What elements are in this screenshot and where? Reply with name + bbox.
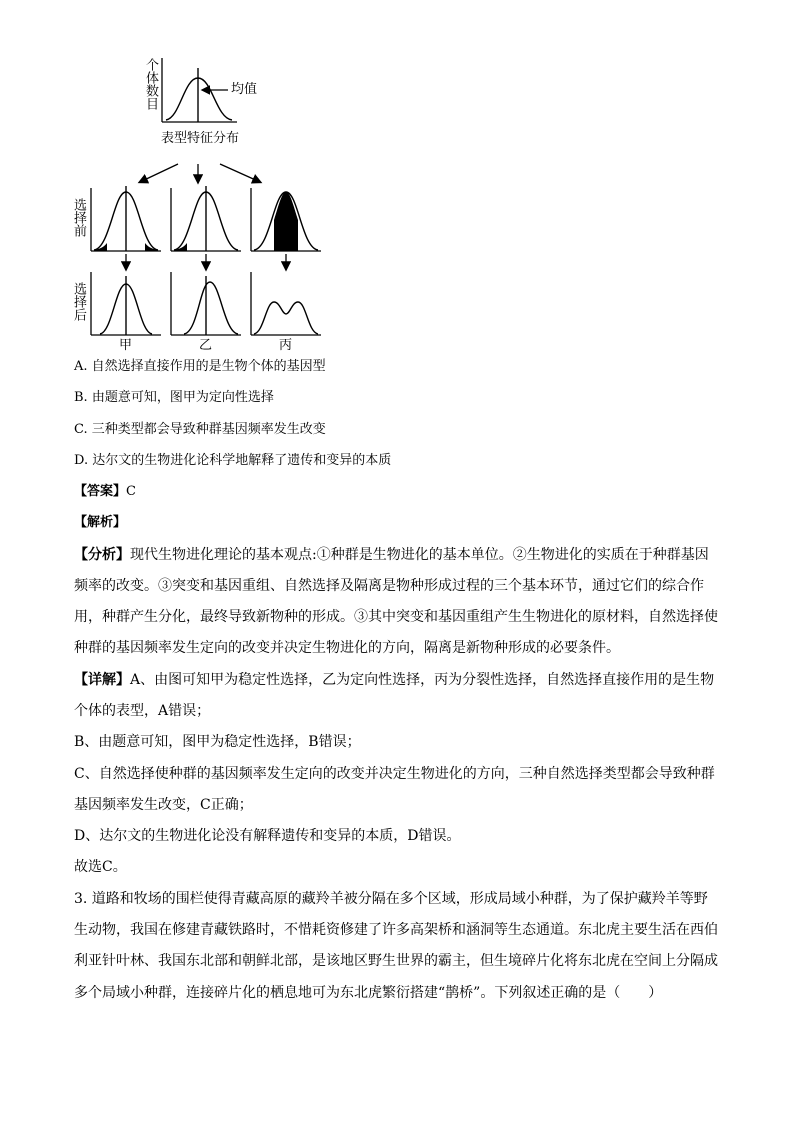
panel-label-jia: 甲 — [119, 338, 133, 353]
option-d: D. 达尔文的生物进化论科学地解释了遗传和变异的本质 — [74, 453, 392, 468]
detail-line-4: C、自然选择使种群的基因频率发生定向的改变并决定生物进化的方向，三种自然选择类型都会导致种群 — [74, 766, 715, 782]
panel-label-bing: 丙 — [279, 338, 293, 353]
panel-bing-after — [251, 272, 321, 335]
after-selection-label: 选择后 — [71, 282, 86, 321]
panel-yi-before — [171, 186, 241, 251]
before-selection-label: 选择前 — [71, 198, 86, 237]
panel-label-yi: 乙 — [199, 338, 213, 353]
panel-yi-after — [171, 272, 241, 335]
selection-curves-diagram — [60, 40, 380, 365]
top-distribution-chart — [162, 58, 237, 122]
question3-line-3: 利亚针叶林、我国东北部和朝鲜北部，是该地区野生世界的霸主，但生境碎片化将东北虎在空间上分隔成 — [74, 953, 718, 969]
analysis-line-3: 用，种群产生分化，最终导致新物种的形成。③其中突变和基因重组产生生物进化的原材料，自然选择使 — [74, 609, 718, 625]
detail-line-5: 基因频率发生改变，C正确； — [74, 797, 253, 813]
branch-arrows — [140, 164, 260, 182]
panel-jia-after — [91, 272, 161, 335]
analysis-line-1 — [74, 545, 724, 565]
question3-line-2: 生动物，我国在修建青藏铁路时，不惜耗资修建了许多高架桥和涵洞等生态通道。东北虎主要生活在西伯 — [74, 922, 718, 938]
answer-line — [74, 482, 136, 502]
down-arrows — [126, 254, 286, 269]
option-c: C. 三种类型都会导致种群基因频率发生改变 — [74, 422, 326, 437]
question3-line-1: 3. 道路和牧场的围栏使得青藏高原的藏羚羊被分隔在多个区域，形成局域小种群，为了保护藏羚羊等野 — [74, 891, 708, 907]
detail-conclusion: 故选C。 — [74, 859, 127, 875]
analysis-line-2: 频率的改变。③突变和基因重组、自然选择及隔离是物种形成过程的三个基本环节，通过它们的综合作 — [74, 578, 704, 594]
analysis-text-1: 现代生物进化理论的基本观点:①种群是生物进化的基本单位。②生物进化的实质在于种群基因 — [130, 547, 709, 563]
answer-tag: 【答案】 — [74, 484, 127, 499]
analysis-line-4: 种群的基因频率发生定向的改变并决定生物进化的方向，隔离是新物种形成的必要条件。 — [74, 640, 620, 656]
selection-types-figure — [60, 40, 380, 365]
analysis-title: 【解析】 — [74, 515, 127, 530]
detail-line-2: 个体的表型，A错误； — [74, 703, 211, 719]
panel-jia-before — [91, 186, 161, 251]
detail-line-1 — [74, 670, 724, 690]
panel-bing-before — [251, 188, 321, 251]
option-b: B. 由题意可知，图甲为定向性选择 — [74, 390, 274, 405]
option-a: A. 自然选择直接作用的是生物个体的基因型 — [74, 359, 326, 374]
y-axis-label: 个体数目 — [143, 58, 158, 110]
x-axis-label: 表型特征分布 — [161, 131, 240, 146]
mean-label: 均值 — [231, 82, 258, 97]
answer-value: C — [126, 484, 136, 499]
detail-text-1: A、由图可知甲为稳定性选择，乙为定向性选择，丙为分裂性选择，自然选择直接作用的是生物 — [130, 672, 715, 688]
detail-line-3: B、由题意可知，图甲为稳定性选择，B错误； — [74, 734, 361, 750]
detail-tag: 【详解】 — [74, 672, 130, 688]
question3-line-4: 多个局域小种群，连接碎片化的栖息地可为东北虎繁衍搭建“鹊桥”。下列叙述正确的是（ ） — [74, 985, 663, 1001]
detail-line-6: D、达尔文的生物进化论没有解释遗传和变异的本质，D错误。 — [74, 828, 461, 844]
analysis-tag: 【分析】 — [74, 547, 130, 563]
